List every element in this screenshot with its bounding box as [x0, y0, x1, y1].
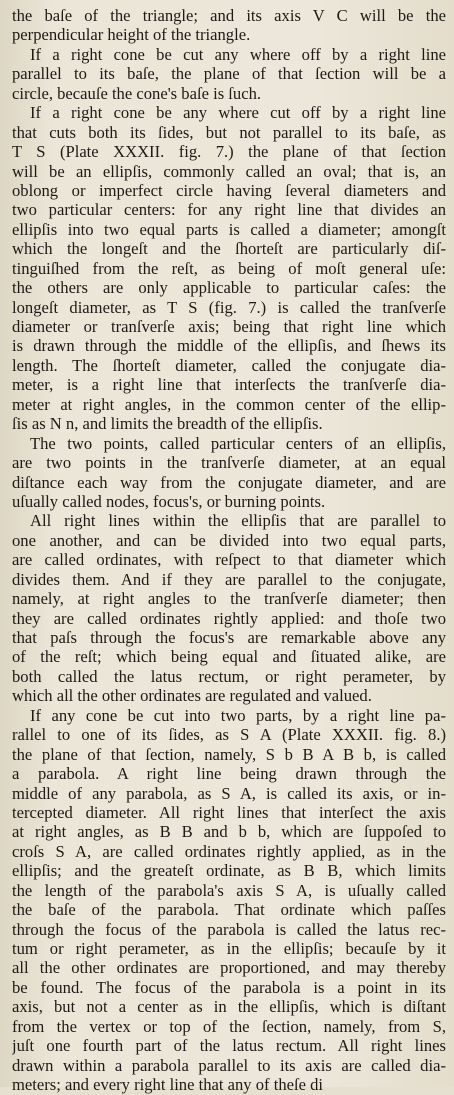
text-line: tinguiſhed from the reſt, as being of moſt general uſe:: [12, 258, 446, 278]
text-line: meters; and every right line that any of theſe di: [12, 1075, 324, 1095]
text-line: axis, but not a center as in the ellipſis, which is diſtant: [12, 997, 446, 1017]
text-line: The two points, called particular centers of an ellipſis,: [30, 433, 446, 453]
text-line: the length of the parabola's axis S A, is uſually called: [12, 880, 446, 900]
text-line: both called the latus rectum, or right perameter, by: [12, 666, 446, 686]
text-line: which all the other ordinates are regulated and valued.: [12, 686, 372, 706]
text-line: will be an ellipſis, commonly called an oval; that is, an: [12, 161, 446, 181]
text-line: the plane of that ſection, namely, S b B A B b, is called: [12, 744, 446, 764]
text-line: divides them. And if they are parallel to the conjugate,: [12, 569, 446, 589]
text-line: If a right cone be any where cut off by a right line: [30, 103, 446, 123]
text-line: through the focus of the parabola is called the latus rec-: [12, 919, 446, 939]
text-line: that paſs through the focus's are remarkable above any: [12, 628, 446, 647]
text-line: parallel to its baſe, the plane of that ſection will be a: [12, 64, 446, 84]
text-line: of the reſt; which being equal and ſituated alike, are: [12, 647, 446, 667]
text-line: drawn within a parabola parallel to its axis are called dia-: [12, 1055, 446, 1075]
text-line: length. The ſhorteſt diameter, called the conjugate dia-: [12, 355, 446, 375]
text-line: oblong or imperfect circle having ſeveral diameters and: [12, 180, 446, 200]
text-line: diameter or tranſverſe axis; being that right line which: [12, 317, 446, 336]
text-line: all the other ordinates are proportioned, and may thereby: [12, 958, 446, 978]
text-line: which the longeſt and the ſhorteſt are particularly diſ-: [12, 239, 446, 259]
text-line: middle of any parabola, as S A, is called its axis, or in-: [12, 783, 446, 803]
text-line: diſtance each way from the conjugate diameter, and are: [12, 472, 446, 492]
text-line: tum or right perameter, as in the ellipſis; becauſe by it: [12, 939, 446, 958]
text-line: If any cone be cut into two parts, by a right line pa-: [30, 705, 446, 725]
text-line: circle, becauſe the cone's baſe is ſuch.: [12, 83, 262, 103]
text-line: the baſe of the parabola. That ordinate which paſſes: [12, 900, 446, 920]
text-line: juſt one fourth part of the latus rectum. All right lines: [12, 1036, 446, 1056]
text-line: namely, at right angles to the tranſverſe diameter; then: [12, 589, 446, 609]
text-line: are called ordinates, with reſpect to that diameter which: [12, 550, 446, 570]
text-line: uſually called nodes, focus's, or burning points.: [12, 491, 326, 511]
text-line: croſs S A, are called ordinates rightly applied, as in the: [12, 841, 446, 861]
text-line: ellipſis into two equal parts is called a diameter; amongſt: [12, 219, 446, 239]
text-line: at right angles, as B B and b b, which are ſuppoſed to: [12, 822, 446, 842]
text-line: the baſe of the triangle; and its axis V C will be the: [12, 6, 446, 25]
text-line: is drawn through the middle of the ellipſis, and ſhews its: [12, 336, 446, 356]
text-line: one another, and can be divided into two equal parts,: [12, 530, 446, 550]
text-line: longeſt diameter, as T S (fig. 7.) is called the tranſverſe: [12, 297, 446, 317]
text-line: that cuts both its ſides, but not parallel to its baſe, as: [12, 122, 446, 142]
text-line: meter at right angles, in the common center of the ellip-: [12, 394, 446, 414]
text-line: rallel to one of its ſides, as S A (Plate XXXII. fig. 8.): [12, 725, 446, 745]
text-line: from the vertex or top of the ſection, namely, from S,: [12, 1016, 446, 1036]
text-line: meter, is a right line that interſects the tranſverſe dia-: [12, 375, 446, 395]
text-line: If a right cone be cut any where off by a right line: [30, 44, 446, 64]
text-line: are two points in the tranſverſe diameter, at an equal: [12, 453, 446, 473]
text-line: ellipſis; and the greateſt ordinate, as B B, which limits: [12, 861, 446, 881]
text-line: ſis as N n, and limits the breadth of the ellipſis.: [12, 414, 323, 434]
text-line: tercepted diameter. All right lines that interſect the axis: [12, 802, 446, 822]
text-line: two particular centers: for any right line that divides an: [12, 200, 446, 220]
text-line: All right lines within the ellipſis that are parallel to: [30, 511, 446, 531]
text-line: a parabola. A right line being drawn through the: [12, 764, 446, 784]
text-line: T S (Plate XXXII. fig. 7.) the plane of that ſection: [12, 142, 446, 162]
text-line: be found. The focus of the parabola is a point in its: [12, 977, 446, 997]
body-text: [12, 6, 446, 1095]
text-line: they are called ordinates rightly applied: and thoſe two: [12, 608, 446, 628]
text-line: perpendicular height of the triangle.: [12, 25, 251, 45]
text-line: the others are only applicable to particular caſes: the: [12, 278, 446, 298]
